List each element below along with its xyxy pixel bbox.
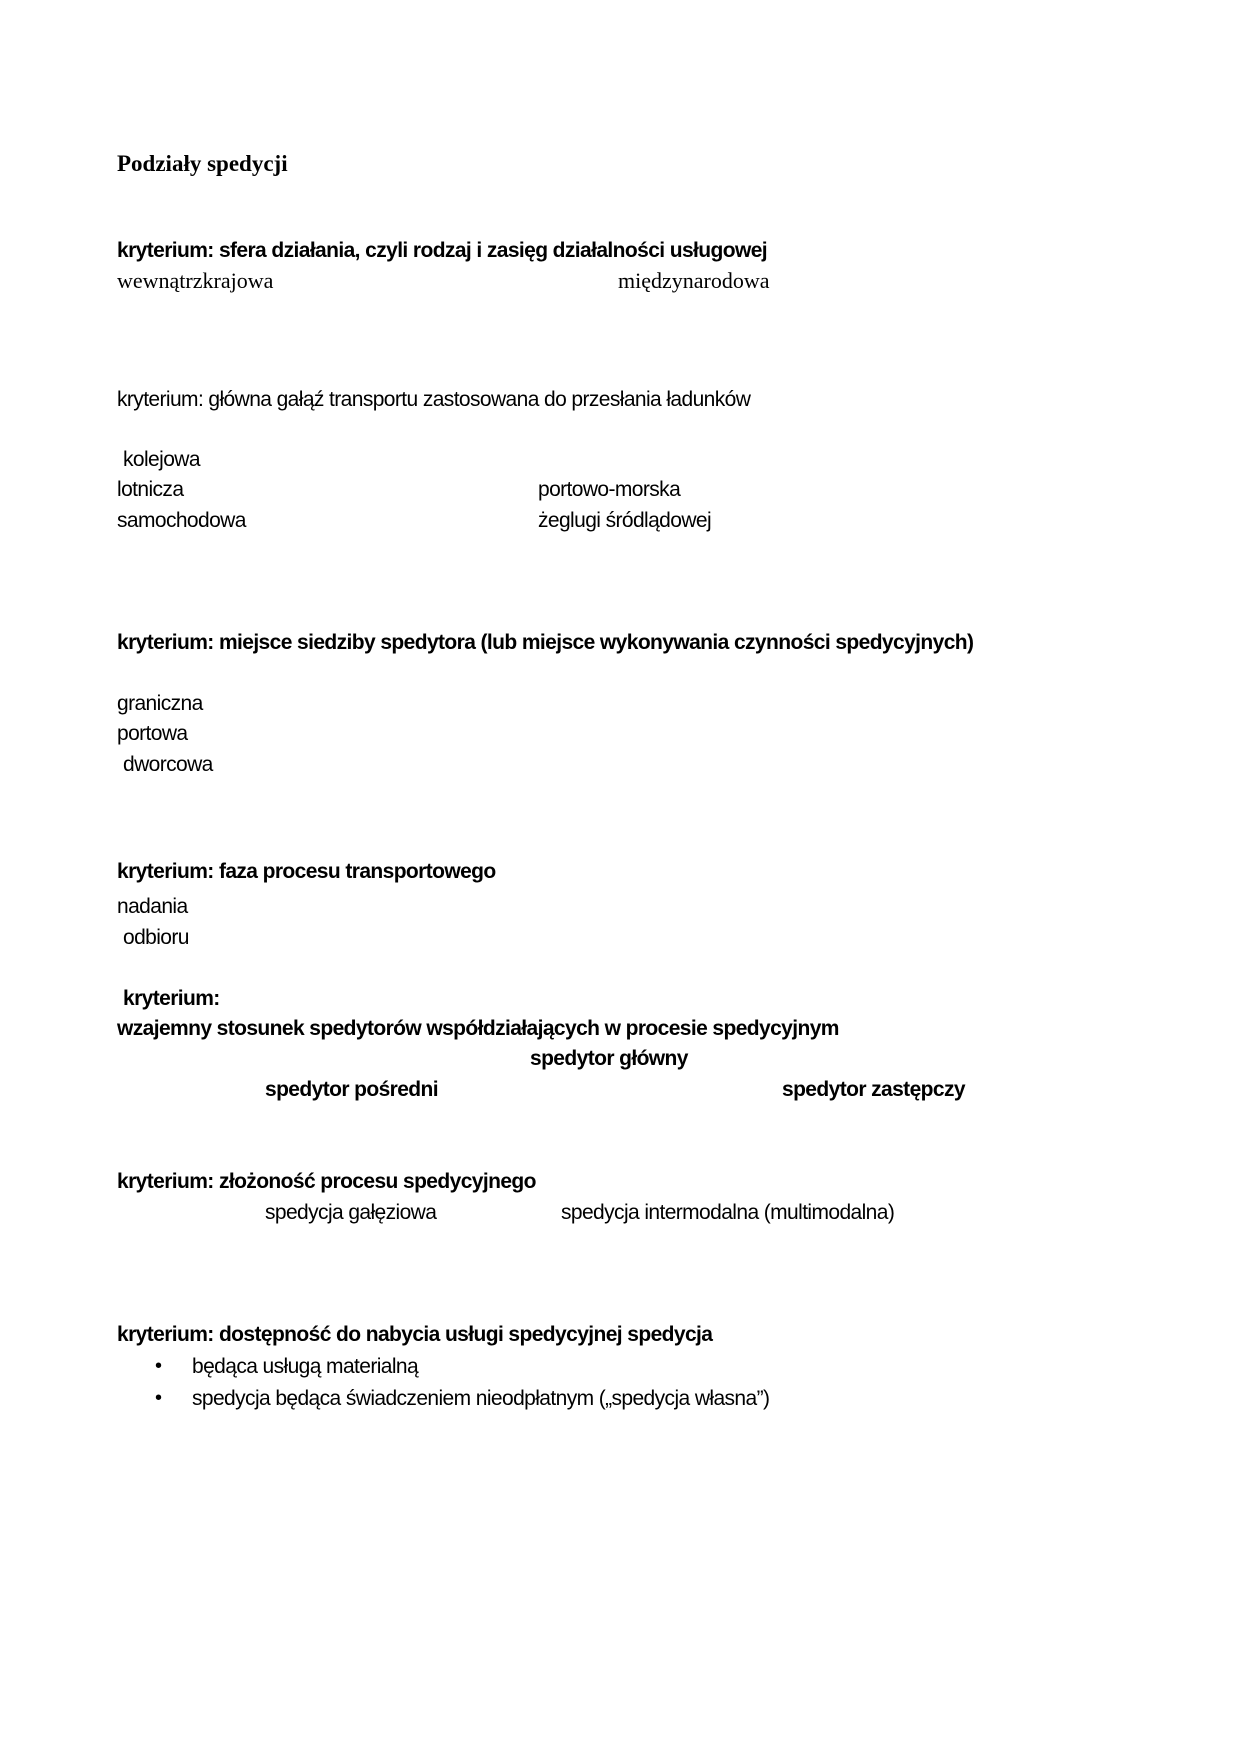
category-receipt: odbioru xyxy=(123,926,189,949)
criterion-transport-branch: kryterium: główna gałąź transportu zastosowana do przesłania ładunków xyxy=(117,388,751,411)
category-free-service: spedycja będąca świadczeniem nieodpłatnym („spedycja własna”) xyxy=(192,1387,770,1410)
category-domestic: wewnątrzkrajowa xyxy=(117,268,274,293)
criterion-transport-phase: kryterium: faza procesu transportowego xyxy=(117,860,496,883)
category-air: lotnicza xyxy=(117,478,184,501)
category-material-service: będąca usługą materialną xyxy=(192,1355,419,1378)
category-main-forwarder: spedytor główny xyxy=(530,1047,688,1070)
criterion-label: kryterium: xyxy=(123,987,220,1010)
category-intermodal-forwarding: spedycja intermodalna (multimodalna) xyxy=(561,1201,895,1224)
page-title: Podziały spedycji xyxy=(117,151,288,176)
category-port: portowa xyxy=(117,722,188,745)
category-branch-forwarding: spedycja gałęziowa xyxy=(265,1201,437,1224)
category-inland-waterway: żeglugi śródlądowej xyxy=(538,509,712,532)
category-border: graniczna xyxy=(117,692,203,715)
criterion-forwarder-location: kryterium: miejsce siedziby spedytora (lub miejsce wykonywania czynności spedycyjnych) xyxy=(117,631,974,654)
criterion-forwarder-relationship: wzajemny stosunek spedytorów współdziałających w procesie spedycyjnym xyxy=(117,1017,839,1040)
bullet-marker: • xyxy=(155,1355,163,1377)
category-road: samochodowa xyxy=(117,509,246,532)
criterion-service-availability: kryterium: dostępność do nabycia usługi spedycyjnej spedycja xyxy=(117,1323,713,1346)
category-intermediate-forwarder: spedytor pośredni xyxy=(265,1078,438,1101)
category-substitute-forwarder: spedytor zastępczy xyxy=(782,1078,965,1101)
category-rail: kolejowa xyxy=(123,448,200,471)
category-station: dworcowa xyxy=(123,753,213,776)
bullet-marker: • xyxy=(155,1387,163,1409)
criterion-process-complexity: kryterium: złożoność procesu spedycyjnego xyxy=(117,1170,536,1193)
category-port-sea: portowo-morska xyxy=(538,478,681,501)
category-dispatch: nadania xyxy=(117,895,188,918)
category-international: międzynarodowa xyxy=(618,268,770,293)
criterion-scope: kryterium: sfera działania, czyli rodzaj i zasięg działalności usługowej xyxy=(117,239,768,262)
